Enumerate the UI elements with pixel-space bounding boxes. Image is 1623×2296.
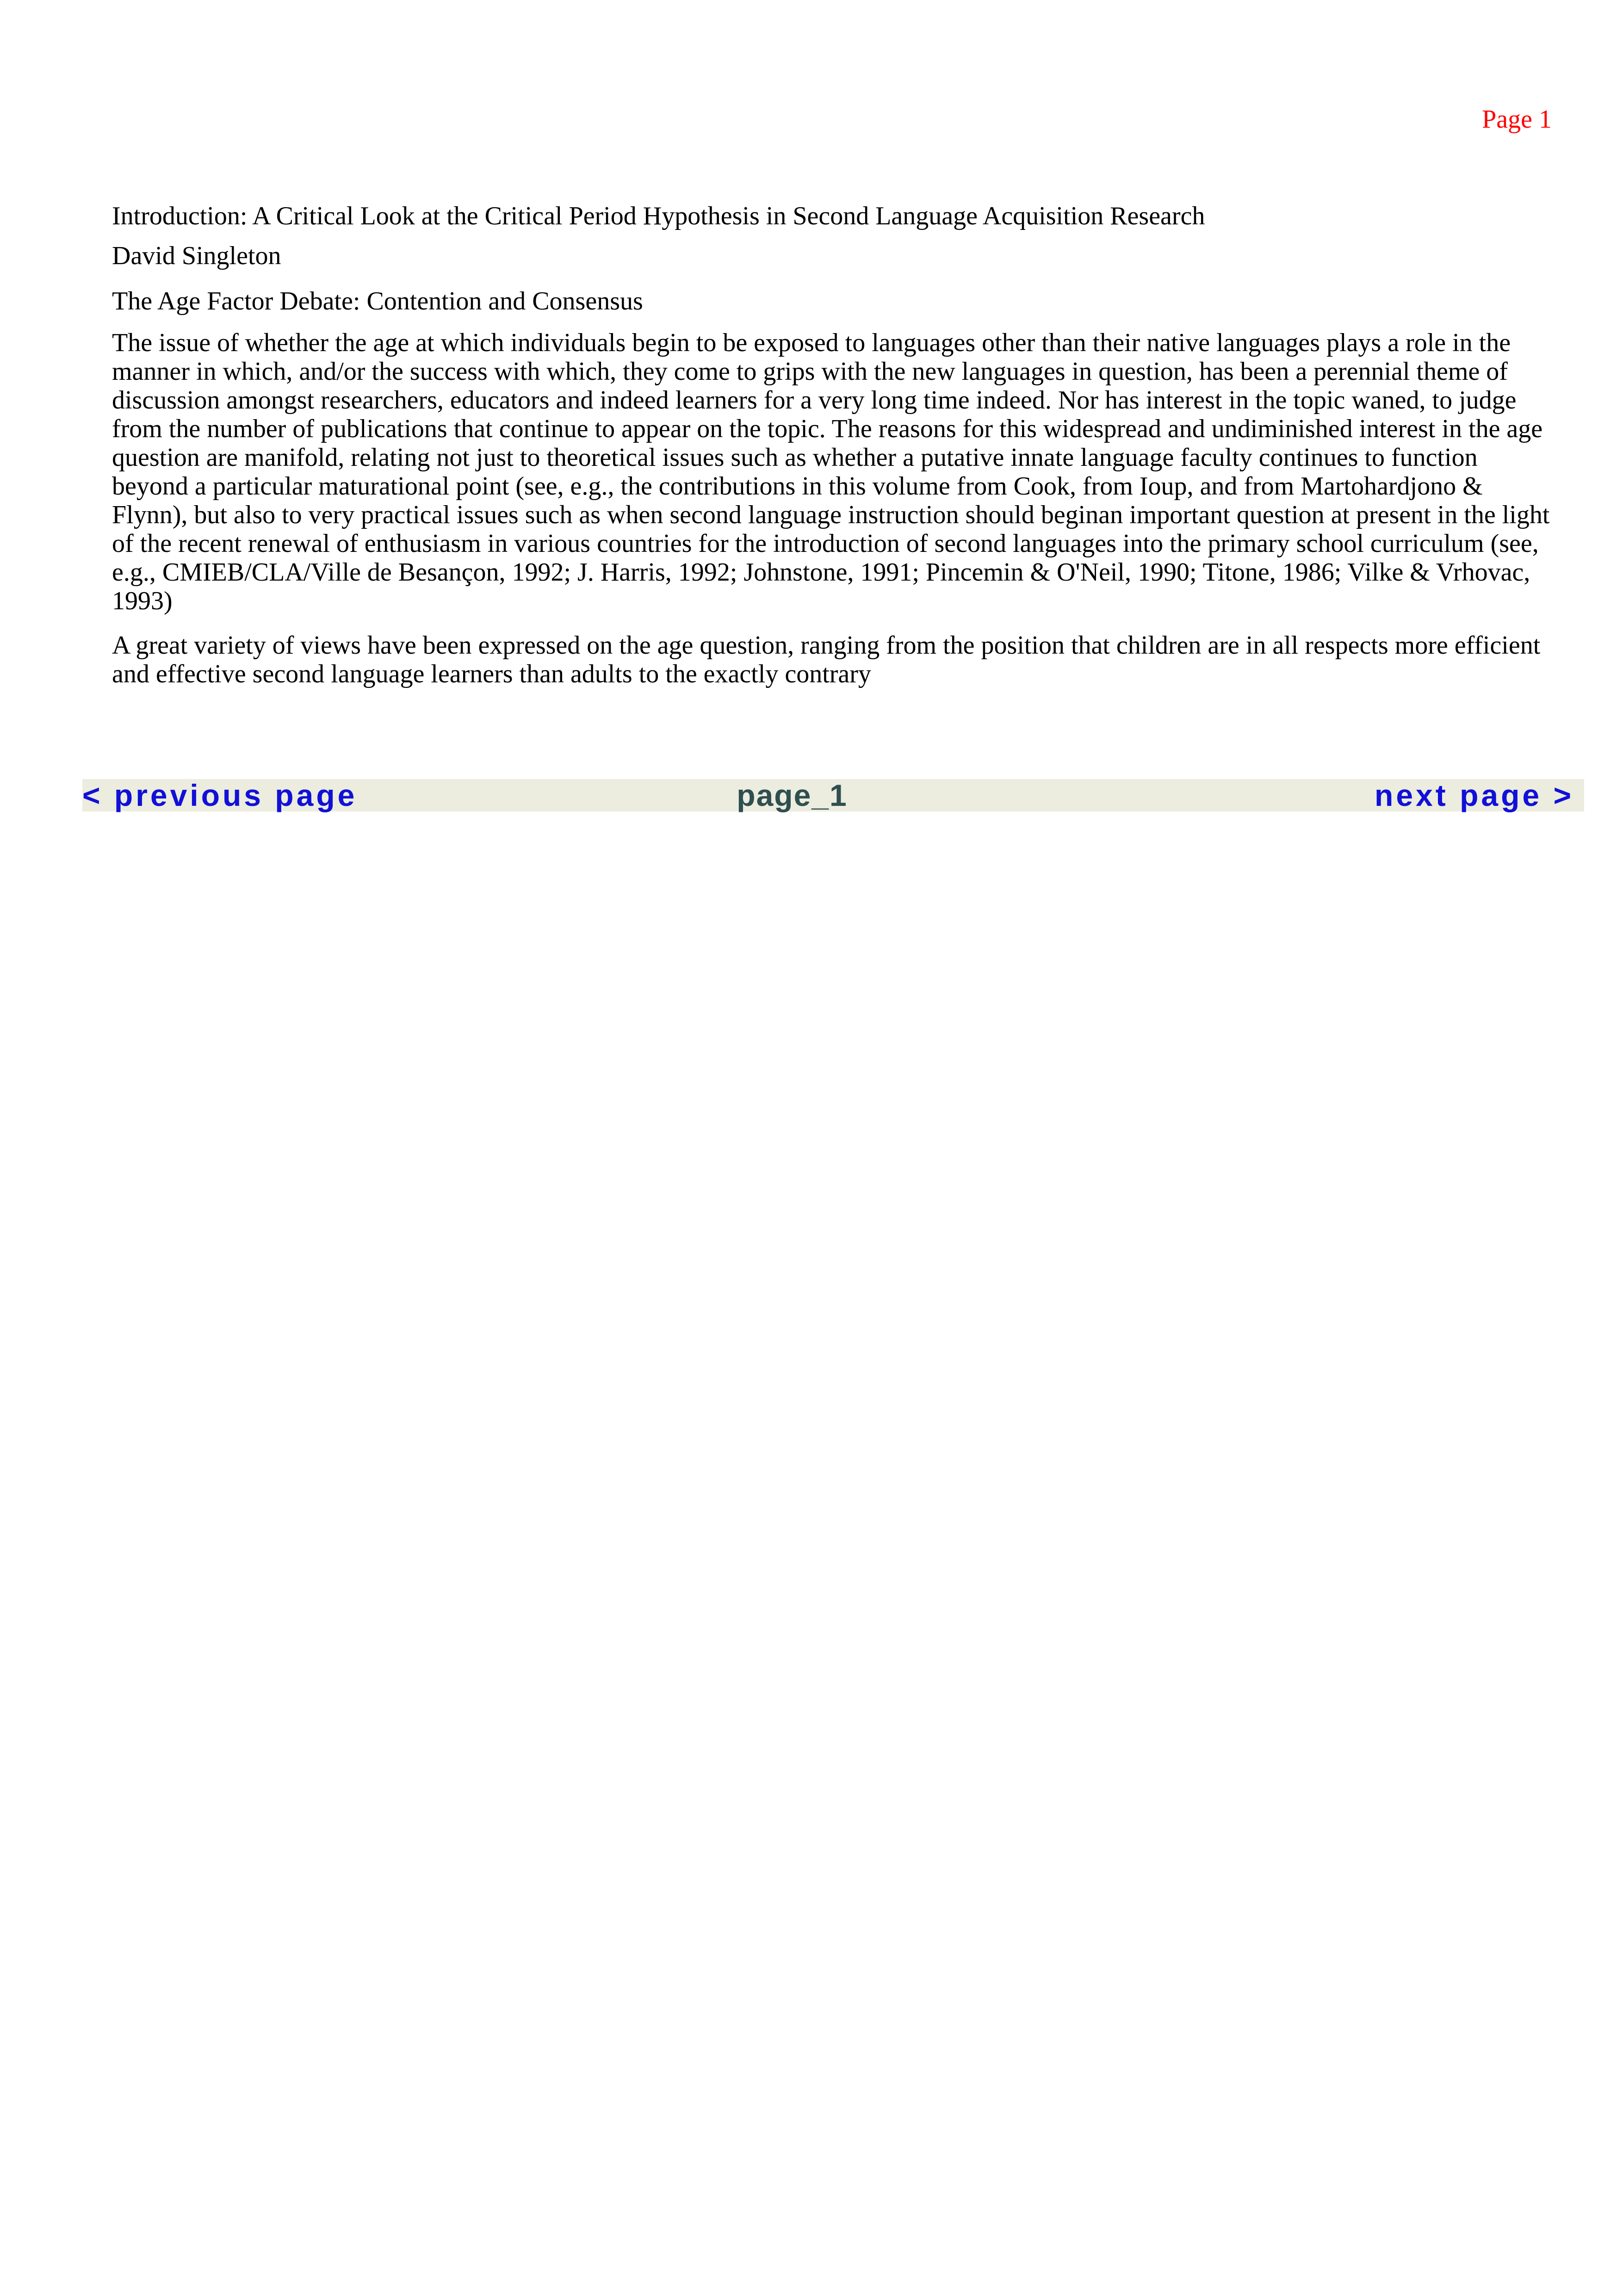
section-heading: The Age Factor Debate: Contention and Consensus	[112, 287, 643, 316]
current-page-label: page_1	[737, 778, 848, 812]
previous-page-link[interactable]: < previous page	[82, 778, 358, 812]
body-paragraph: A great variety of views have been expressed on the age question, ranging from the position that children are in all respects more efficient and effective second language learners than adults to the exactly contrary	[112, 631, 1541, 688]
document-body	[112, 202, 1555, 704]
page-number-label: Page 1	[1482, 105, 1552, 134]
document-author: David Singleton	[112, 241, 281, 270]
document-title: Introduction: A Critical Look at the Critical Period Hypothesis in Second Language Acquisition Research	[112, 202, 1205, 230]
page-navigation-bar	[82, 779, 1584, 811]
body-paragraph: The issue of whether the age at which individuals begin to be exposed to languages other than their native languages plays a role in the manner in which, and/or the success with which, they come to grips with the new languages in question, has been a perennial theme of discussion amongst researchers, educators and indeed learners for a very long time indeed. Nor has interest in the topic waned, to judge from the number of publications that continue to appear on the topic. The reasons for this widespread and undiminished interest in the age question are manifold, relating not just to theoretical issues such as whether a putative innate language faculty continues to function beyond a particular maturational point (see, e.g., the contributions in this volume from Cook, from Ioup, and from Martohardjono & Flynn), but also to very practical issues such as when second language instruction should beginan important question at present in the light of the recent renewal of enthusiasm in various countries for the introduction of second languages into the primary school curriculum (see, e.g., CMIEB/CLA/Ville de Besançon, 1992; J. Harris, 1992; Johnstone, 1991; Pincemin & O'Neil, 1990; Titone, 1986; Vilke & Vrhovac, 1993)	[112, 328, 1550, 615]
next-page-link[interactable]: next page >	[1375, 778, 1574, 812]
